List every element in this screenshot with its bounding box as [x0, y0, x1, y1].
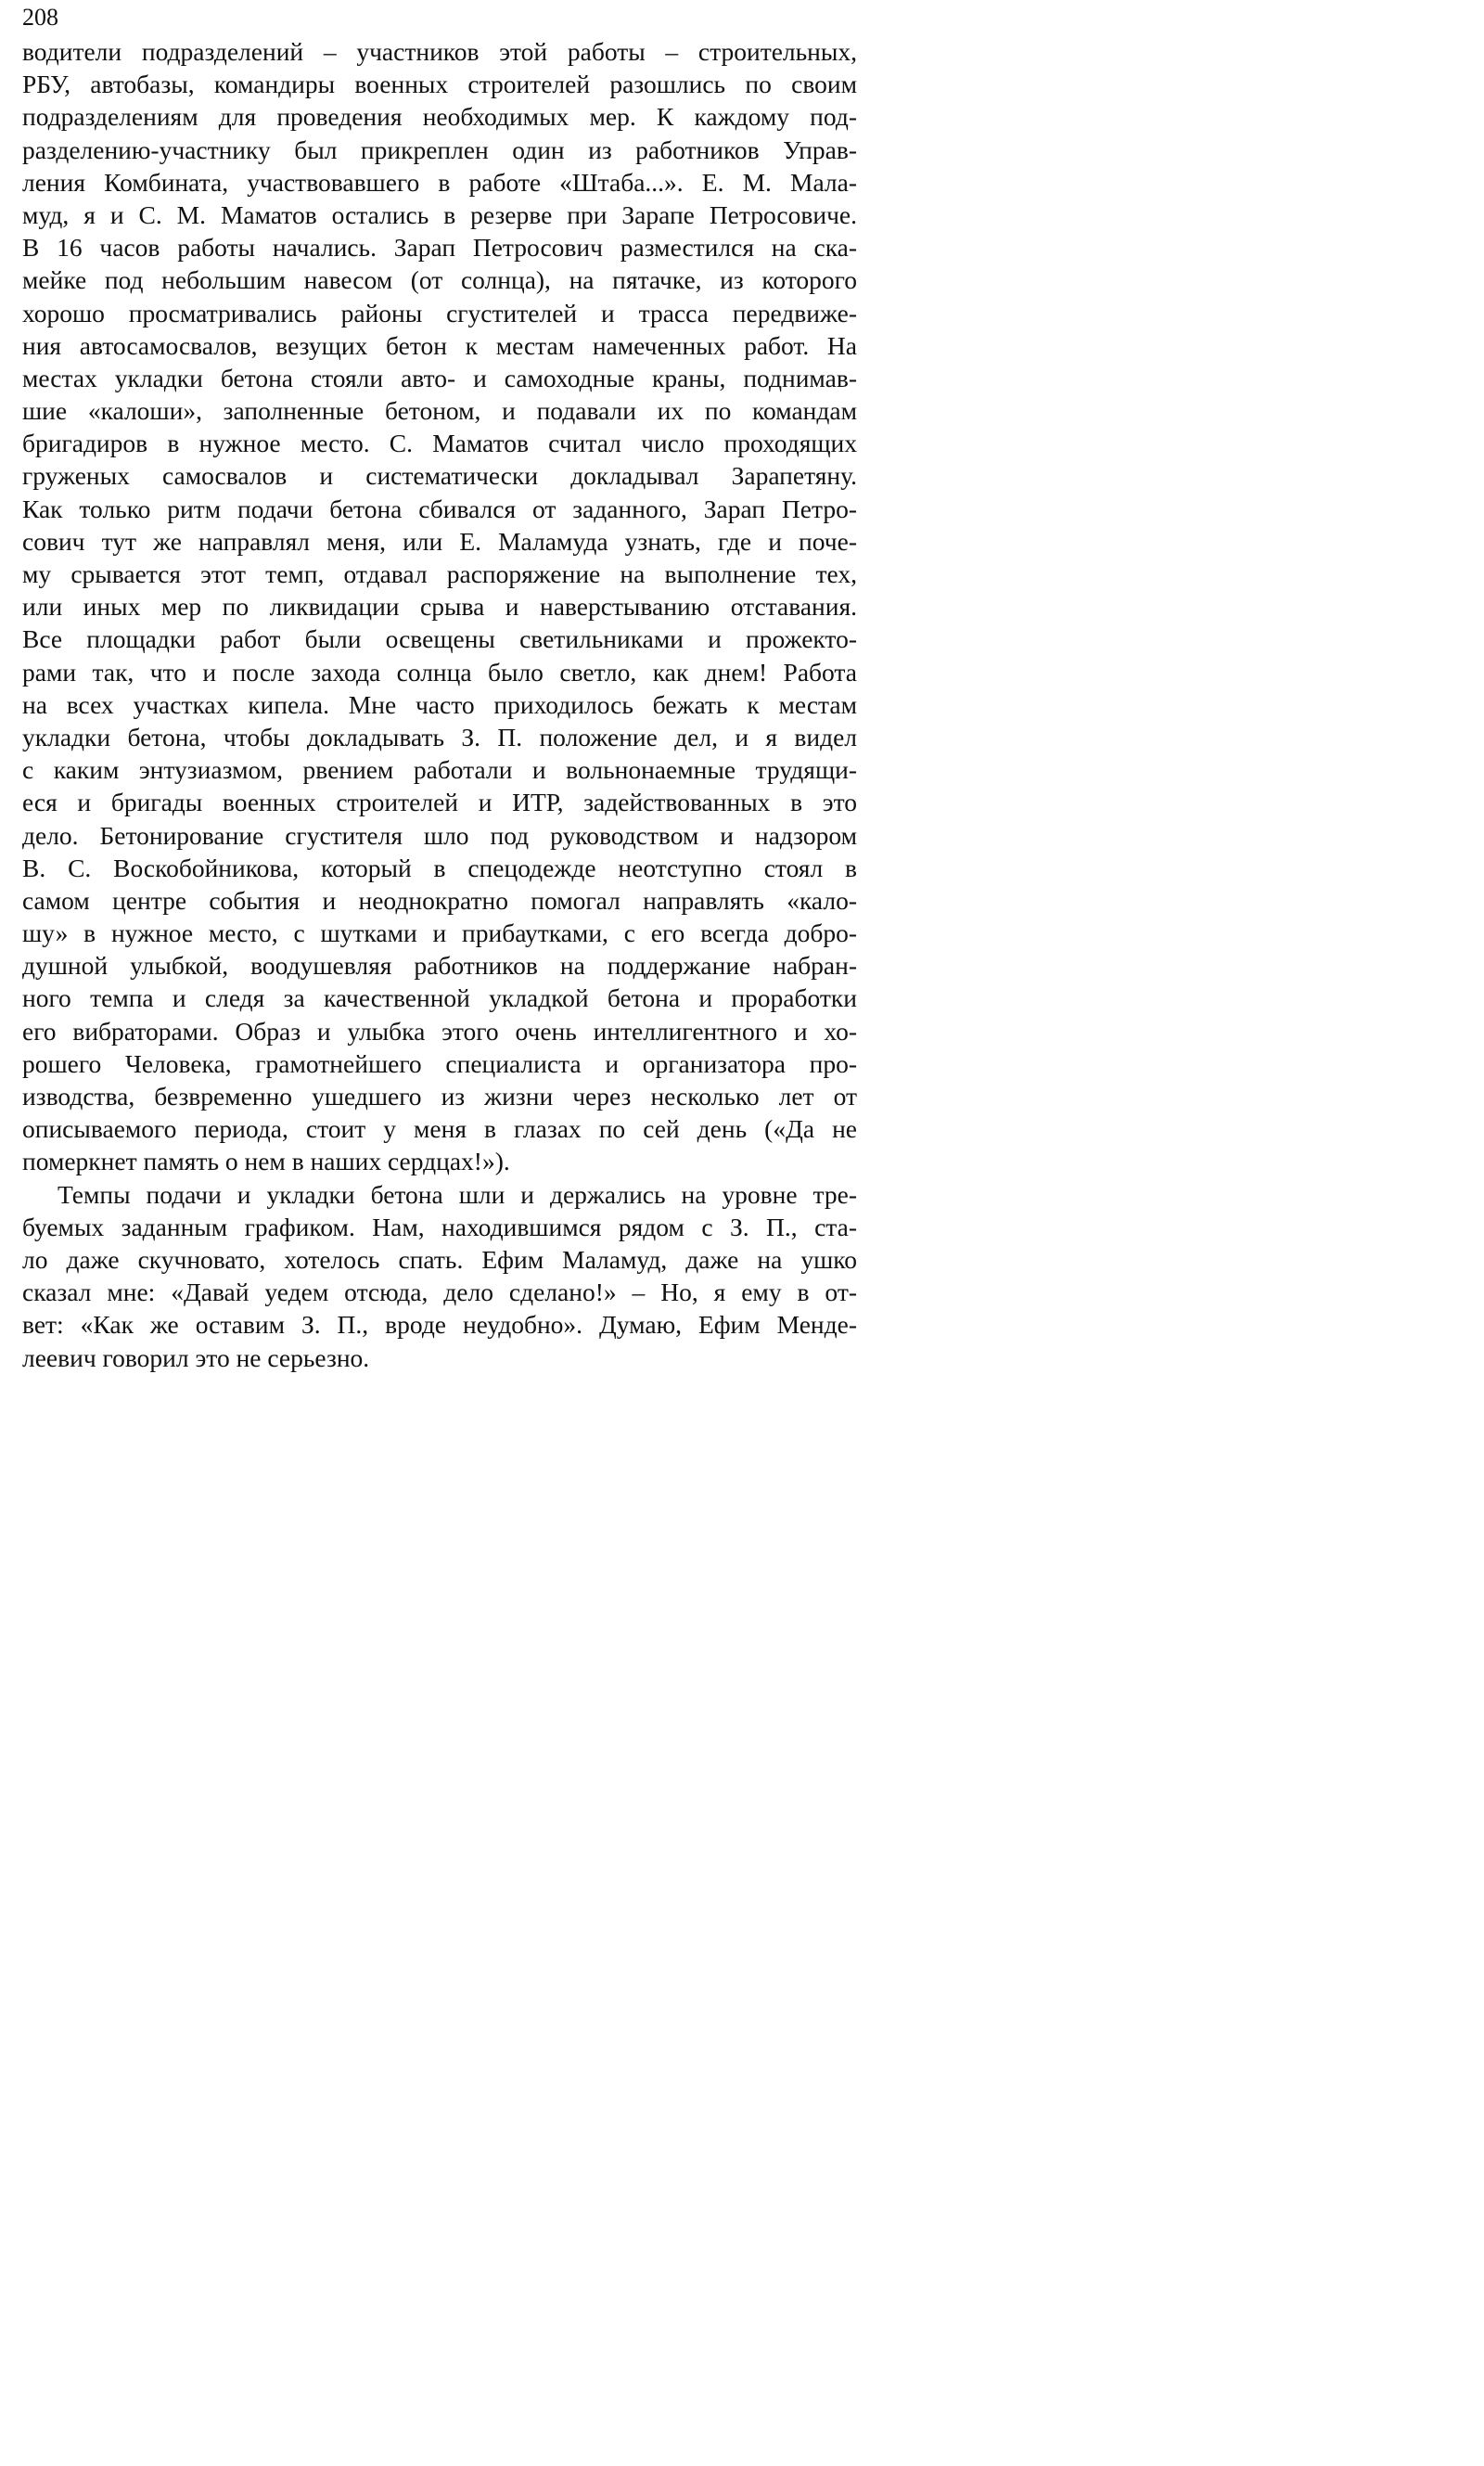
text-line: ния автосамосвалов, везущих бетон к местам намеченных работ. На: [22, 330, 857, 360]
text-line: водители подразделений – участников этой работы – строительных,: [22, 37, 857, 66]
text-line: изводства, безвременно ушедшего из жизни через несколько лет от: [22, 1082, 857, 1111]
text-line: В. С. Воскобойникова, который в спецодежде неотступно стоял в: [22, 853, 857, 882]
text-line: Все площадки работ были освещены светильниками и прожекто-: [22, 624, 857, 654]
paragraph-end-line: леевич говорил это не серьезно.: [22, 1342, 370, 1372]
text-line: рошего Человека, грамотнейшего специалиста и организатора про-: [22, 1048, 857, 1078]
text-line: хорошо просматривались районы сгустителей и трасса передвиже-: [22, 298, 857, 328]
text-line: вет: «Как же оставим З. П., вроде неудобно». Думаю, Ефим Менде-: [22, 1310, 857, 1340]
text-line: шие «калоши», заполненные бетоном, и подавали их по командам: [22, 396, 857, 426]
text-line: с каким энтузиазмом, рвением работали и вольнонаемные трудящи-: [22, 755, 857, 785]
text-line: укладки бетона, чтобы докладывать З. П. положение дел, и я видел: [22, 722, 857, 751]
text-line: ло даже скучновато, хотелось спать. Ефим Маламуд, даже на ушко: [22, 1244, 857, 1274]
text-line: или иных мер по ликвидации срыва и наверстыванию отставания.: [22, 592, 857, 622]
text-line: подразделениям для проведения необходимых мер. К каждому под-: [22, 102, 857, 132]
text-line: самом центре события и неоднократно помогал направлять «кало-: [22, 885, 857, 915]
text-line: сказал мне: «Давай уедем отсюда, дело сделано!» – Но, я ему в от-: [22, 1278, 857, 1307]
text-line: муд, я и С. М. Маматов остались в резерве при Зарапе Петросовиче.: [22, 199, 857, 229]
paragraph-start-line: Темпы подачи и укладки бетона шли и держались на уровне тре-: [58, 1179, 857, 1209]
text-line: ления Комбината, участвовавшего в работе «Штаба...». Е. М. Мала-: [22, 167, 857, 197]
text-line: описываемого периода, стоит у меня в глазах по сей день («Да не: [22, 1114, 857, 1144]
text-line: ного темпа и следя за качественной укладкой бетона и проработки: [22, 983, 857, 1013]
body-text: [22, 35, 857, 1374]
text-line: на всех участках кипела. Мне часто приходилось бежать к местам: [22, 689, 857, 719]
text-line: му срывается этот темп, отдавал распоряжение на выполнение тех,: [22, 559, 857, 588]
text-line: Как только ритм подачи бетона сбивался от заданного, Зарап Петро-: [22, 494, 857, 523]
text-line: рами так, что и после захода солнца было светло, как днем! Работа: [22, 657, 857, 687]
page-number: 208: [22, 4, 58, 31]
text-line: бригадиров в нужное место. С. Маматов считал число проходящих: [22, 429, 857, 458]
text-line: его вибраторами. Образ и улыбка этого очень интеллигентного и хо-: [22, 1016, 857, 1046]
text-line: дело. Бетонирование сгустителя шло под руководством и надзором: [22, 820, 857, 850]
text-line: шу» в нужное место, с шутками и прибаутками, с его всегда добро-: [22, 918, 857, 948]
text-line: В 16 часов работы начались. Зарап Петросович разместился на ска-: [22, 233, 857, 263]
text-line: РБУ, автобазы, командиры военных строителей разошлись по своим: [22, 70, 857, 99]
paragraph-end-line: померкнет память о нем в наших сердцах!»).: [22, 1147, 510, 1176]
text-line: мейке под небольшим навесом (от солнца), на пятачке, из которого: [22, 265, 857, 295]
text-line: местах укладки бетона стояли авто- и самоходные краны, поднимав-: [22, 363, 857, 392]
text-line: буемых заданным графиком. Нам, находившимся рядом с З. П., ста-: [22, 1212, 857, 1241]
text-line: груженых самосвалов и систематически докладывал Зарапетяну.: [22, 461, 857, 491]
text-line: разделению-участнику был прикреплен один из работников Управ-: [22, 135, 857, 164]
text-line: сович тут же направлял меня, или Е. Маламуда узнать, где и поче-: [22, 526, 857, 556]
text-line: душной улыбкой, воодушевляя работников на поддержание набран-: [22, 951, 857, 981]
text-line: еся и бригады военных строителей и ИТР, задействованных в это: [22, 788, 857, 817]
